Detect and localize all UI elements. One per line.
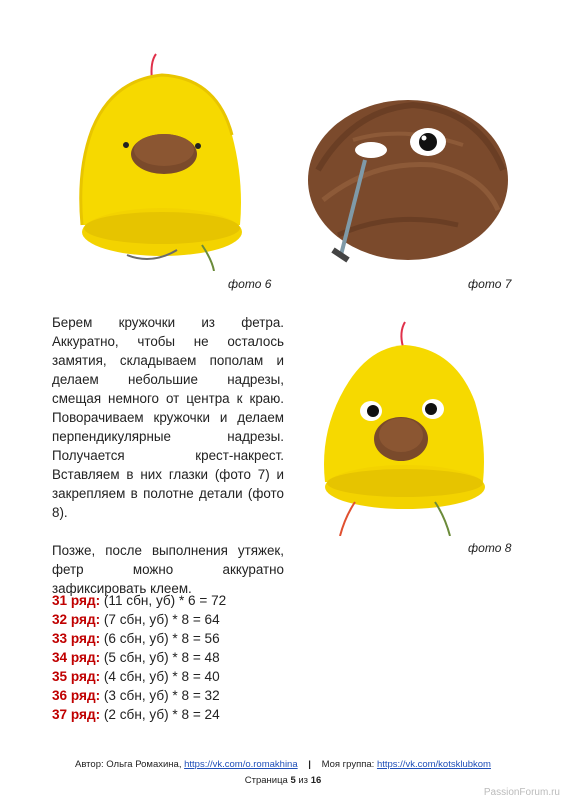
group-link[interactable]: https://vk.com/kotsklubkom <box>376 759 491 770</box>
row-label: 33 ряд: <box>52 631 101 646</box>
page-word: Страница <box>244 775 288 786</box>
photo-6-caption: фото 6 <box>228 277 272 291</box>
instruction-paragraph: Берем кружочки из фетра. Аккуратно, чтобы не осталось замятия, складываем пополам и делаем небольшие надрезы, смещая немного от центра к краю. Поворачиваем кружочки и делаем перпендикулярные надрезы. Получается крест-накрест. Вставляем в них глазки (фото 7) и закрепляем в полотне детали (фото 8). <box>52 315 284 520</box>
row-label: 32 ряд: <box>52 612 101 627</box>
author-link[interactable]: https://vk.com/o.romakhina <box>184 759 298 770</box>
row-label: 31 ряд: <box>52 593 101 608</box>
photo-8-caption: фото 8 <box>468 541 512 555</box>
page-number <box>0 775 566 786</box>
photo-7-caption: фото 7 <box>468 277 512 291</box>
photo-8 <box>295 317 514 536</box>
photo-7 <box>293 50 514 271</box>
rows-list <box>52 591 226 724</box>
row-label: 37 ряд: <box>52 707 101 722</box>
row-text: (2 сбн, уб) * 8 = 24 <box>103 707 220 722</box>
footer-separator: | <box>308 759 311 770</box>
row-text: (3 сбн, уб) * 8 = 32 <box>103 688 220 703</box>
footer-credits <box>0 759 566 770</box>
photo-6-image <box>52 50 271 271</box>
row-label: 34 ряд: <box>52 650 101 665</box>
watermark: PassionForum.ru <box>483 787 560 798</box>
group-prefix: Моя группа: <box>321 759 375 770</box>
row-text: (5 сбн, уб) * 8 = 48 <box>103 650 220 665</box>
row-text: (7 сбн, уб) * 8 = 64 <box>103 612 220 627</box>
instructions-text <box>52 313 284 617</box>
row-text: (11 сбн, уб) * 6 = 72 <box>103 593 227 608</box>
row-label: 35 ряд: <box>52 669 101 684</box>
photo-6 <box>52 50 271 271</box>
row-item <box>52 591 226 610</box>
row-item <box>52 705 226 724</box>
instruction-paragraph: Позже, после выполнения утяжек, фетр можно аккуратно зафиксировать клеем. <box>52 543 284 596</box>
photo-8-image <box>295 317 514 536</box>
row-item <box>52 629 226 648</box>
photo-7-image <box>293 50 514 271</box>
row-item <box>52 686 226 705</box>
page-current: 5 <box>290 775 296 786</box>
row-label: 36 ряд: <box>52 688 101 703</box>
row-item <box>52 610 226 629</box>
author-prefix: Автор: Ольга Ромахина, <box>75 759 182 770</box>
page-of: из <box>298 775 309 786</box>
page-total: 16 <box>310 775 322 786</box>
row-item <box>52 667 226 686</box>
row-item <box>52 648 226 667</box>
row-text: (6 сбн, уб) * 8 = 56 <box>103 631 220 646</box>
row-text: (4 сбн, уб) * 8 = 40 <box>103 669 220 684</box>
